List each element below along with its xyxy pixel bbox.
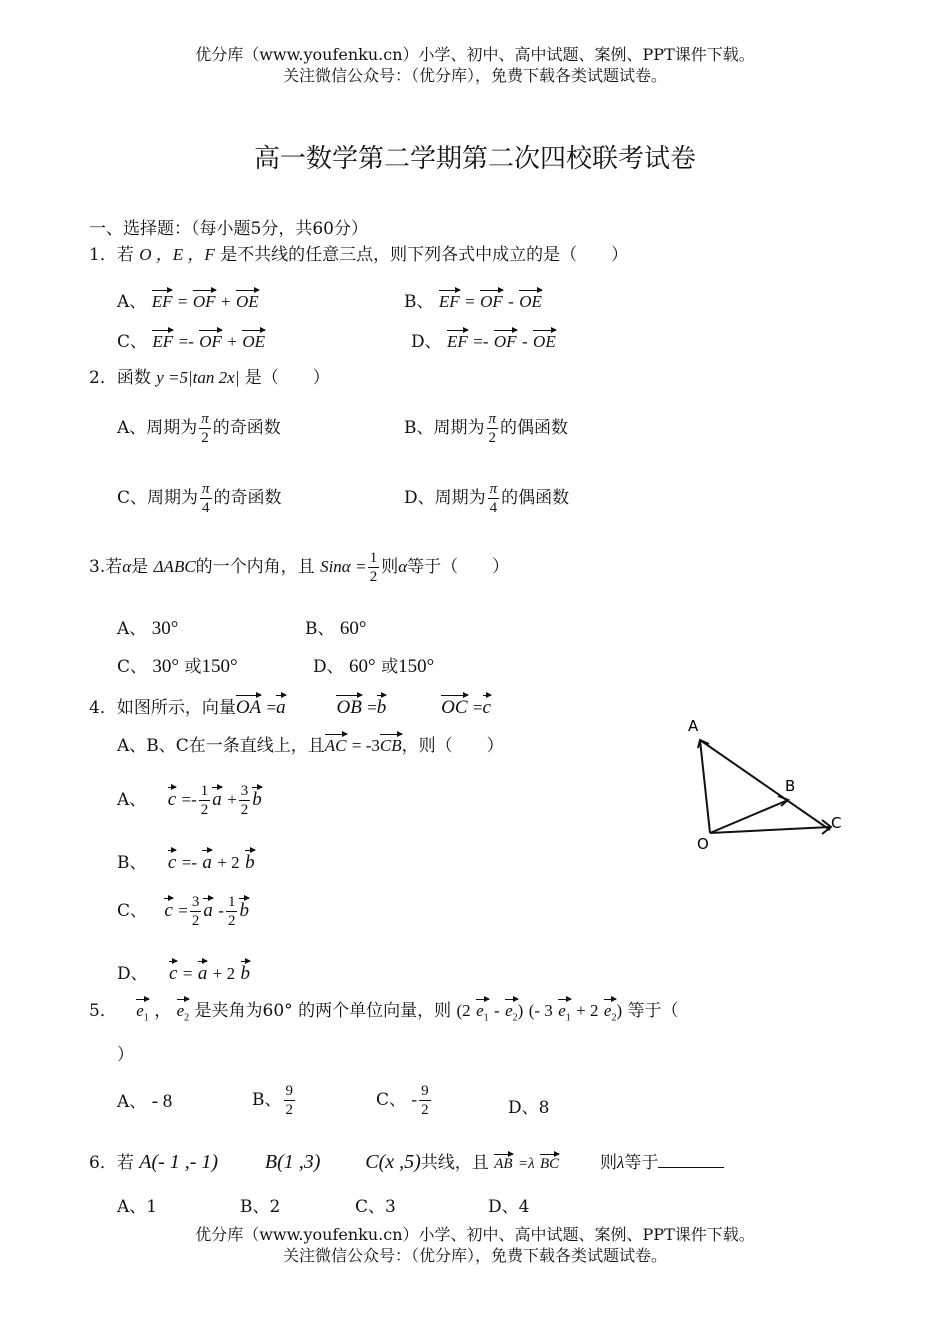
- option-value: 150°: [201, 656, 238, 677]
- vector-a: a: [276, 691, 286, 719]
- vector-ef: EF: [447, 326, 468, 352]
- vector-e1: [136, 995, 149, 1023]
- option-text: 的奇函数: [213, 488, 282, 508]
- vector-c: c: [169, 957, 177, 985]
- q5-option-d: [508, 1093, 549, 1118]
- operator: =: [465, 292, 475, 311]
- q5-option-a: [117, 1087, 172, 1113]
- fraction: [284, 1082, 296, 1119]
- expression: ): [517, 1001, 524, 1020]
- equals-lambda: =λ: [517, 1156, 535, 1172]
- q2-function: y =5|tan 2x|: [156, 368, 240, 387]
- option-text: A、周期为: [117, 418, 198, 438]
- q2-option-b: [404, 410, 568, 447]
- q3-option-a: [117, 614, 178, 640]
- option-label: A、: [117, 1092, 147, 1112]
- vector-c: c: [168, 783, 176, 811]
- vector-of: OF: [494, 326, 517, 352]
- vector-e1: [476, 995, 489, 1023]
- q4-option-d: [117, 957, 250, 985]
- header-line-2: 关注微信公众号：（优分库），免费下载各类试题试卷。: [282, 66, 667, 85]
- operator: =-: [181, 853, 197, 872]
- q3-option-d: [313, 652, 434, 678]
- vector-b: b: [245, 846, 255, 874]
- footer-line-1: 优分库（www.youfenku.cn）小学、初中、高中试题、案例、PPT课件下载。: [195, 1225, 755, 1244]
- q1-option-b: [404, 286, 542, 312]
- option-text: 的偶函数: [501, 488, 570, 508]
- q3-text: 的一个内角，且: [195, 557, 315, 577]
- denominator: 2: [369, 569, 378, 585]
- question-6-stem: [89, 1148, 724, 1174]
- page-title: 高一数学第二学期第二次四校联考试卷: [253, 144, 696, 174]
- numerator: 1: [227, 894, 236, 910]
- point-b: B(1 ,3): [264, 1151, 321, 1173]
- option-label: D、: [313, 657, 344, 677]
- question-1-stem: [89, 240, 628, 265]
- figure-label-o: O: [697, 835, 709, 853]
- q4-text: ，则（ ）: [401, 736, 504, 756]
- point-a: A(- 1 ,- 1): [139, 1151, 219, 1173]
- numerator: 1: [200, 783, 209, 799]
- vector-oc: OC: [441, 691, 467, 719]
- vector-e2: [177, 995, 190, 1023]
- option-label: B、: [252, 1090, 282, 1110]
- denominator: 2: [285, 1102, 293, 1118]
- option-value: 30°: [152, 656, 180, 677]
- q1-option-a: [117, 286, 259, 312]
- numerator: 9: [421, 1083, 429, 1099]
- footer-line-2: 关注微信公众号：（优分库），免费下载各类试题试卷。: [282, 1246, 667, 1265]
- vector-a: a: [212, 783, 222, 811]
- q2-option-a: [117, 410, 281, 447]
- denominator: 2: [227, 913, 236, 929]
- q2-stem-post: 是（ ）: [244, 368, 330, 388]
- vector-a: a: [202, 846, 212, 874]
- option-label: C、: [117, 901, 148, 921]
- q5-stem-line-2: ）: [117, 1045, 134, 1065]
- fraction: [239, 782, 251, 819]
- option-label: D、: [508, 1098, 539, 1118]
- vector-c: c: [168, 846, 176, 874]
- q5-text: ，: [154, 1001, 172, 1021]
- denominator: 2: [201, 430, 209, 446]
- fraction: [488, 480, 500, 517]
- option-value: 60°: [349, 656, 376, 677]
- question-2-stem: [89, 363, 330, 388]
- option-label: B、: [305, 619, 335, 639]
- fraction: [368, 549, 380, 586]
- fraction: [190, 893, 202, 930]
- q5-option-c: [376, 1082, 433, 1119]
- numerator: 9: [285, 1083, 293, 1099]
- denominator: 2: [200, 802, 209, 818]
- operator: =: [177, 292, 188, 311]
- subscript: 2: [184, 1012, 190, 1024]
- q3-text: 是: [131, 557, 149, 577]
- option-label: C、: [117, 657, 148, 677]
- triangle: ΔABC: [153, 557, 196, 576]
- sign: -: [411, 1090, 418, 1109]
- option-text: C、周期为: [117, 488, 199, 508]
- q6-text: 等于: [624, 1153, 659, 1173]
- question-3-stem: [89, 549, 509, 586]
- q6-option-d: D、4: [488, 1197, 530, 1217]
- vector-ab: AB: [494, 1150, 512, 1173]
- numerator: 3: [240, 783, 249, 799]
- section-heading: 一、选择题：（每小题5分，共60分）: [89, 219, 368, 239]
- segment-ob: [710, 800, 788, 833]
- fraction: [199, 410, 211, 447]
- operator: -: [521, 332, 528, 351]
- coefficient: 3: [371, 736, 380, 755]
- fraction: [199, 782, 211, 819]
- operator: + 2: [212, 964, 236, 983]
- option-text: 的奇函数: [212, 418, 281, 438]
- vector-c: c: [164, 894, 172, 922]
- q1-stem-pre: 1．若: [89, 245, 134, 265]
- segment-ac: [700, 740, 830, 830]
- answer-blank[interactable]: [658, 1153, 724, 1168]
- numerator: π: [488, 411, 497, 427]
- option-label: D、: [411, 332, 442, 352]
- vector-ac: AC: [325, 730, 347, 756]
- vector-ef: EF: [152, 286, 173, 312]
- e-symbol: e: [558, 1001, 566, 1020]
- numerator: π: [201, 411, 209, 427]
- subscript: 1: [565, 1012, 571, 1024]
- option-value: 60°: [339, 618, 367, 639]
- segment-oa: [700, 740, 710, 833]
- vector-ef: EF: [439, 286, 460, 312]
- e-symbol: e: [176, 1001, 185, 1020]
- option-label: A、: [117, 292, 147, 312]
- q3-option-b: [305, 614, 367, 640]
- option-value: 150°: [398, 656, 435, 677]
- denominator: 2: [488, 430, 496, 446]
- or-text: 或: [184, 657, 202, 677]
- fraction: [487, 410, 499, 447]
- expression: ): [616, 1001, 623, 1020]
- operator: =: [472, 698, 483, 717]
- vector-oe: OE: [519, 286, 542, 312]
- or-text: 或: [381, 657, 399, 677]
- fraction: [419, 1082, 431, 1119]
- fraction: [200, 480, 212, 517]
- operator: +: [227, 332, 237, 351]
- alpha: α: [122, 557, 132, 576]
- numerator: π: [202, 481, 210, 497]
- q4-vector-figure: [680, 710, 850, 860]
- vector-ef: EF: [152, 326, 173, 352]
- vector-oe: OE: [533, 326, 556, 352]
- vector-ob: OB: [336, 691, 361, 719]
- denominator: 4: [202, 500, 210, 516]
- q1-stem-post: 是不共线的任意三点，则下列各式中成立的是（ ）: [220, 245, 629, 265]
- operator: +: [220, 292, 231, 311]
- vector-b: b: [252, 783, 262, 811]
- option-label: A、: [117, 790, 147, 810]
- q1-points: O ，E ，F: [139, 245, 215, 264]
- fraction: [226, 893, 238, 930]
- operator: + 2: [217, 853, 240, 872]
- arrowhead-a: [698, 740, 709, 748]
- operator: =: [182, 964, 193, 983]
- operator: =: [356, 557, 366, 576]
- question-4-stem: [89, 691, 491, 719]
- operator: =: [266, 698, 277, 717]
- vector-c: c: [483, 691, 491, 719]
- operator: -: [508, 292, 514, 311]
- operator: = -: [351, 736, 372, 755]
- expression: (- 3: [528, 1001, 553, 1020]
- operator: =-: [473, 332, 489, 351]
- point-c: C(x ,5): [365, 1151, 421, 1173]
- option-value: 8: [538, 1098, 550, 1118]
- numerator: 3: [191, 894, 200, 910]
- vector-bc: BC: [540, 1150, 559, 1173]
- q5-option-b: [252, 1082, 297, 1119]
- sin-alpha: Sinα: [320, 557, 351, 576]
- alpha: α: [398, 557, 408, 576]
- q2-option-d: [404, 480, 569, 517]
- figure-label-b: B: [785, 777, 796, 795]
- numerator: π: [489, 481, 498, 497]
- operator: + 2: [576, 1001, 599, 1020]
- e-symbol: e: [476, 1001, 484, 1020]
- vector-e1: [558, 995, 571, 1023]
- operator: =: [178, 901, 188, 920]
- option-text: 的偶函数: [500, 418, 569, 438]
- option-label: C、: [376, 1090, 407, 1110]
- q5-text: 等于（: [627, 1001, 679, 1021]
- vector-of: OF: [199, 326, 222, 352]
- expression: (2: [456, 1001, 471, 1020]
- denominator: 2: [421, 1102, 429, 1118]
- vector-a: a: [203, 894, 213, 922]
- q4-option-b: [117, 846, 255, 874]
- vector-e2: [505, 995, 518, 1023]
- option-label: C、: [117, 332, 148, 352]
- q6-option-a: A、1: [117, 1197, 158, 1217]
- q5-text: 5．: [89, 1001, 117, 1021]
- option-label: D、: [117, 964, 148, 984]
- denominator: 4: [489, 500, 498, 516]
- option-text: D、周期为: [404, 488, 486, 508]
- header-line-1: 优分库（www.youfenku.cn）小学、初中、高中试题、案例、PPT课件下载。: [195, 45, 755, 64]
- e-symbol: e: [505, 1001, 513, 1020]
- numerator: 1: [369, 550, 378, 566]
- operator: -: [218, 901, 224, 920]
- q3-text: 等于（ ）: [407, 557, 510, 577]
- operator: =-: [178, 332, 194, 351]
- q6-text: 则: [599, 1153, 617, 1173]
- option-text: B、周期为: [404, 418, 485, 438]
- lambda: λ: [616, 1153, 625, 1172]
- figure-label-a: A: [688, 717, 699, 735]
- option-value: - 8: [151, 1091, 173, 1112]
- option-label: B、: [117, 853, 147, 873]
- q6-text: 共线，且: [420, 1153, 489, 1173]
- vector-oe: OE: [242, 326, 265, 352]
- denominator: 2: [191, 913, 200, 929]
- option-value: 30°: [151, 618, 179, 639]
- q4-option-c: [117, 893, 249, 930]
- vector-of: OF: [193, 286, 216, 312]
- vector-oe: OE: [236, 286, 259, 312]
- operator: =-: [181, 790, 197, 809]
- vector-b: b: [377, 691, 387, 719]
- q4-text: 4．如图所示，向量: [89, 698, 236, 718]
- vector-of: OF: [480, 286, 503, 312]
- q5-text: 是夹角为60° 的两个单位向量，则: [194, 1001, 452, 1021]
- segment-oc: [710, 827, 830, 833]
- vector-cb: CB: [380, 730, 402, 756]
- figure-label-c: C: [831, 814, 842, 832]
- q1-option-d: [411, 326, 556, 352]
- option-label: A、: [117, 619, 147, 639]
- subscript: 1: [483, 1012, 489, 1024]
- e-symbol: e: [603, 1001, 612, 1020]
- vector-b: b: [239, 894, 249, 922]
- e-symbol: e: [136, 1001, 144, 1020]
- q4-option-a: [117, 782, 262, 819]
- operator: -: [494, 1001, 500, 1020]
- subscript: 2: [611, 1012, 617, 1024]
- subscript: 2: [512, 1012, 518, 1024]
- q6-option-b: B、2: [240, 1197, 281, 1217]
- q4-text: A、B、C在一条直线上，且: [117, 736, 325, 756]
- q2-stem-pre: 2．函数: [89, 368, 151, 388]
- q6-option-c: C、3: [355, 1197, 396, 1217]
- vector-e2: [604, 995, 617, 1023]
- question-5-stem: [89, 995, 679, 1023]
- vector-b: b: [241, 957, 251, 985]
- option-label: B、: [404, 292, 434, 312]
- q4-line-2: [117, 730, 504, 756]
- operator: =: [367, 698, 377, 717]
- q6-text: 6．若: [89, 1153, 134, 1173]
- q1-option-c: [117, 326, 265, 352]
- operator: +: [227, 790, 237, 809]
- q3-text: 则: [381, 557, 399, 577]
- q2-option-c: [117, 480, 282, 517]
- vector-a: a: [198, 957, 208, 985]
- subscript: 1: [143, 1012, 149, 1024]
- q3-option-c: [117, 652, 238, 678]
- vector-oa: OA: [236, 691, 261, 719]
- denominator: 2: [240, 802, 249, 818]
- q3-text: 3.若: [89, 557, 123, 577]
